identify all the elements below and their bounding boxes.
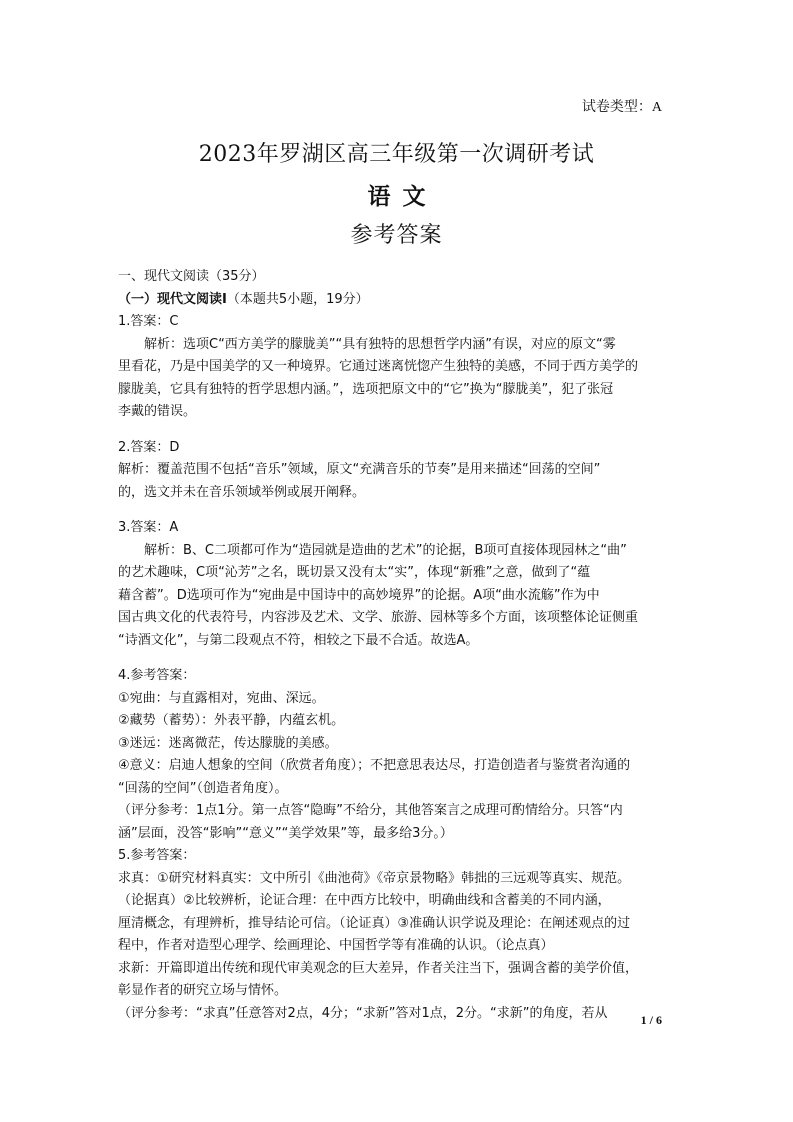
q3-explanation-line: 藉含蓄”。D选项可作为“宛曲是中国诗中的高妙境界”的论据。A项“曲水流觞”作为中 bbox=[118, 587, 600, 603]
q5-answer: 5.参考答案： bbox=[118, 848, 196, 863]
subsection-title: （一）现代文阅读I bbox=[118, 291, 227, 307]
spacer bbox=[118, 652, 678, 665]
q5-answer-line: 程中，作者对造型心理学、绘画理论、中国哲学等有准确的认识。（论点真） bbox=[118, 938, 554, 953]
q4-answer-line: ③迷远：迷离微茫，传达朦胧的美感。 bbox=[118, 735, 338, 751]
q5-answer-line: 求新：开篇即道出传统和现代审美观念的巨大差异，作者关注当下，强调含蓄的美学价值， bbox=[118, 960, 639, 976]
section-heading: 一、现代文阅读（35分） bbox=[118, 269, 265, 284]
subject-title: 语文 bbox=[367, 183, 438, 210]
q3-explanation-line: 国古典文化的代表符号，内容涉及艺术、文学、旅游、园林等多个方面，该项整体论证侧重 bbox=[118, 610, 639, 625]
q5-answer-line: 彰显作者的研究立场与情怀。 bbox=[118, 983, 288, 998]
q3-answer: 3.答案：A bbox=[118, 520, 179, 535]
q5-scoring-line: （评分参考：“求真”任意答对2点，4分；“求新”答对1点，2分。“求新”的角度，若从 bbox=[118, 1005, 608, 1021]
q4-answer-line: “回荡的空间”（创造者角度）。 bbox=[118, 780, 288, 796]
q2-explanation-line: 解析：覆盖范围不包括“音乐”领域，原文“充满音乐的节奏”是用来描述“回荡的空间” bbox=[118, 462, 601, 477]
q4-answer-line: ②藏势（蓄势）：外表平静，内蕴玄机。 bbox=[118, 713, 345, 728]
q4-scoring-line: （评分参考：1点1分。第一点答“隐晦”不给分，其他答案言之成理可酌情给分。只答“内 bbox=[118, 803, 623, 818]
q4-answer-line: ①宛曲：与直露相对，宛曲、深远。 bbox=[118, 690, 325, 706]
answer-content bbox=[118, 266, 678, 1025]
q4-answer: 4.参考答案： bbox=[118, 668, 196, 683]
q3-explanation-line: 的艺术趣味，C项“沁芳”之名，既切景又没有太“实”，体现“新雅”之意，做到了“蕴 bbox=[118, 565, 591, 580]
q5-answer-line: 厘清概念，有理辨析，推导结论可信。（论证真）③准确认识学说及理论：在阐述观点的过 bbox=[118, 915, 631, 931]
q1-explanation-line: 里看花，乃是中国美学的又一种境界。它通过迷离恍惚产生独特的美感，不同于西方美学的 bbox=[118, 359, 639, 374]
subsection-heading bbox=[118, 289, 678, 312]
q1-answer: 1.答案：C bbox=[118, 314, 179, 329]
spacer bbox=[118, 424, 678, 437]
page-number: 1 / 6 bbox=[640, 1013, 662, 1027]
q5-answer-line: 求真：①研究材料真实：文中所引《曲池荷》《帝京景物略》韩拙的三远观等真实、规范。 bbox=[118, 870, 631, 886]
q4-scoring-line: 涵”层面，没答“影响”“意义”“美学效果”等，最多给3分。） bbox=[118, 825, 453, 841]
exam-type-label: 试卷类型：A bbox=[581, 100, 662, 115]
spacer bbox=[118, 504, 678, 517]
q3-explanation-line: “诗酒文化”，与第二段观点不符，相较之下最不合适。故选A。 bbox=[118, 632, 479, 648]
q2-answer: 2.答案：D bbox=[118, 439, 180, 455]
subsection-note: （本题共5小题，19分） bbox=[226, 291, 369, 307]
q4-answer-line: ④意义：启迪人想象的空间（欣赏者角度）；不把意思表达尽，打造创造者与鉴赏者沟通的 bbox=[118, 758, 631, 773]
q3-explanation-line: 解析：B、C二项都可作为“造园就是造曲的艺术”的论据，B项可直接体现园林之“曲” bbox=[144, 542, 627, 558]
q5-answer-line: （论据真）②比较辨析，论证合理：在中西方比较中，明确曲线和含蓄美的不同内涵， bbox=[118, 893, 611, 908]
q1-explanation-line: 解析：选项C“西方美学的朦胧美”“具有独特的思想哲学内涵”有误，对应的原文“雾 bbox=[144, 336, 616, 352]
q1-explanation-line: 朦胧美，它具有独特的哲学思想内涵。”，选项把原文中的“它”换为“朦胧美”，犯了张冠 bbox=[118, 381, 614, 397]
q2-explanation-line: 的，选文并未在音乐领域举例或展开阐释。 bbox=[118, 484, 366, 500]
exam-title: 2023年罗湖区高三年级第一次调研考试 bbox=[198, 142, 595, 167]
answer-key-label: 参考答案 bbox=[350, 223, 443, 248]
q1-explanation-line: 李戴的错误。 bbox=[118, 404, 197, 419]
